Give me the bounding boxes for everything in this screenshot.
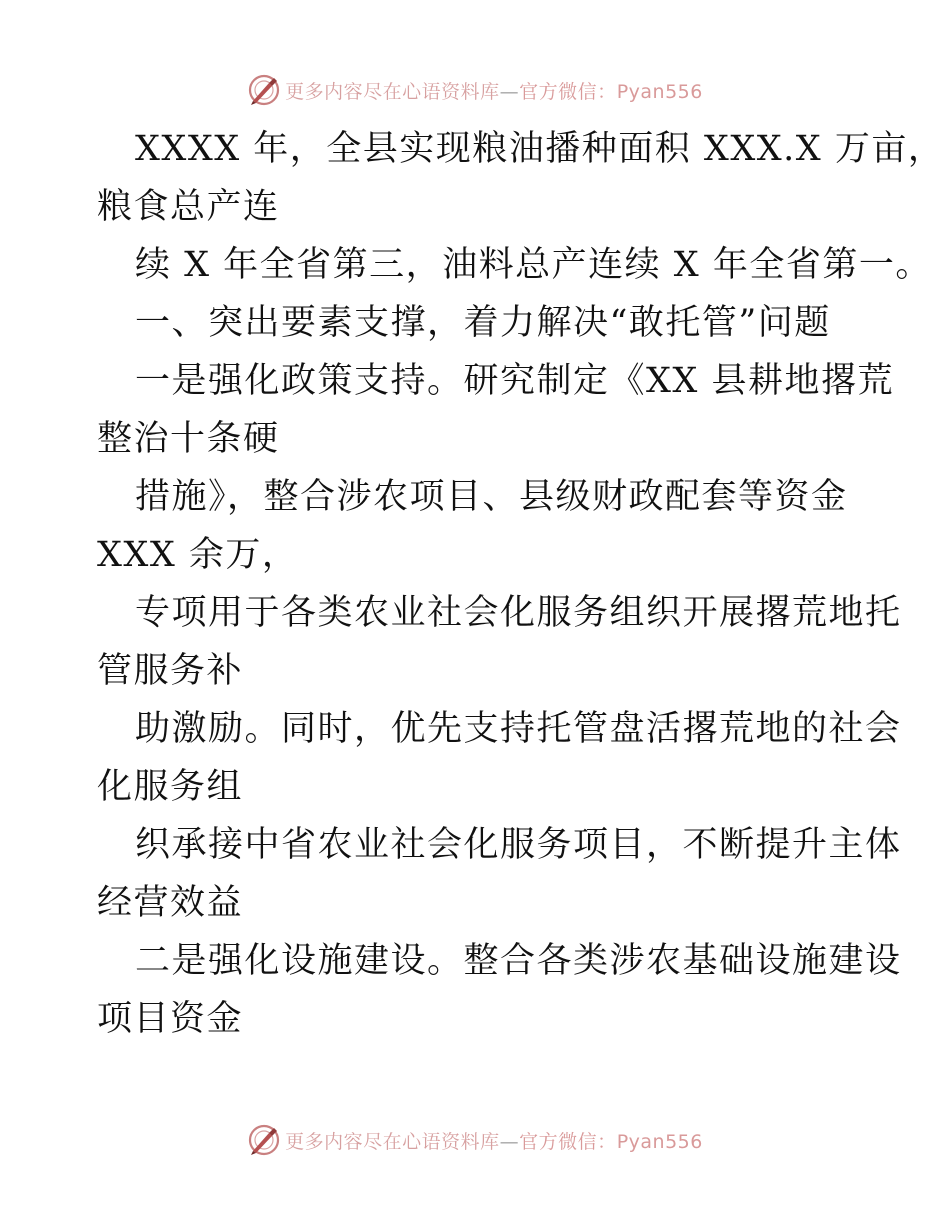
- paragraph-line: XXX 余万，: [97, 535, 299, 575]
- watermark-site-text: 更多内容尽在心语资料库: [285, 80, 500, 103]
- pen-logo-icon: [247, 1123, 281, 1157]
- watermark-site-text: 更多内容尽在心语资料库: [285, 1130, 500, 1153]
- watermark-wechat-id: Pyan556: [616, 80, 703, 103]
- paragraph-line: 粮食总产连: [97, 187, 280, 227]
- paragraph-line: XXXX 年，全县实现粮油播种面积 XXX.X 万亩，: [135, 129, 945, 169]
- paragraph-line: 专项用于各类农业社会化服务组织开展撂荒地托: [135, 593, 902, 633]
- paragraph-line: 续 X 年全省第三，油料总产连续 X 年全省第一。: [135, 245, 932, 285]
- paragraph-line: 整治十条硬: [97, 419, 280, 459]
- watermark-text: [285, 77, 703, 104]
- paragraph-line: 一是强化政策支持。研究制定《XX 县耕地撂荒: [135, 361, 894, 401]
- paragraph-line: 措施》，整合涉农项目、县级财政配套等资金: [135, 477, 848, 517]
- watermark-separator: —: [499, 1130, 520, 1153]
- watermark-wechat-id: Pyan556: [616, 1130, 703, 1153]
- paragraph-line: 经营效益: [97, 883, 244, 923]
- watermark-banner-top: [0, 70, 950, 110]
- watermark-wechat-label: 官方微信：: [519, 80, 617, 103]
- watermark-banner-bottom: [0, 1120, 950, 1160]
- document-body: [97, 120, 945, 1048]
- watermark-separator: —: [499, 80, 520, 103]
- paragraph-line: 织承接中省农业社会化服务项目，不断提升主体: [135, 825, 902, 865]
- paragraph-line: 二是强化设施建设。整合各类涉农基础设施建设: [135, 941, 902, 981]
- watermark-text: [285, 1127, 703, 1154]
- paragraph-line: 化服务组: [97, 767, 244, 807]
- paragraph-line: 项目资金: [97, 999, 244, 1039]
- paragraph-line: 助激励。同时，优先支持托管盘活撂荒地的社会: [135, 709, 902, 749]
- paragraph-line: 管服务补: [97, 651, 244, 691]
- watermark-wechat-label: 官方微信：: [519, 1130, 617, 1153]
- section-heading: 一、突出要素支撑，着力解决“敢托管”问题: [135, 303, 831, 343]
- pen-logo-icon: [247, 73, 281, 107]
